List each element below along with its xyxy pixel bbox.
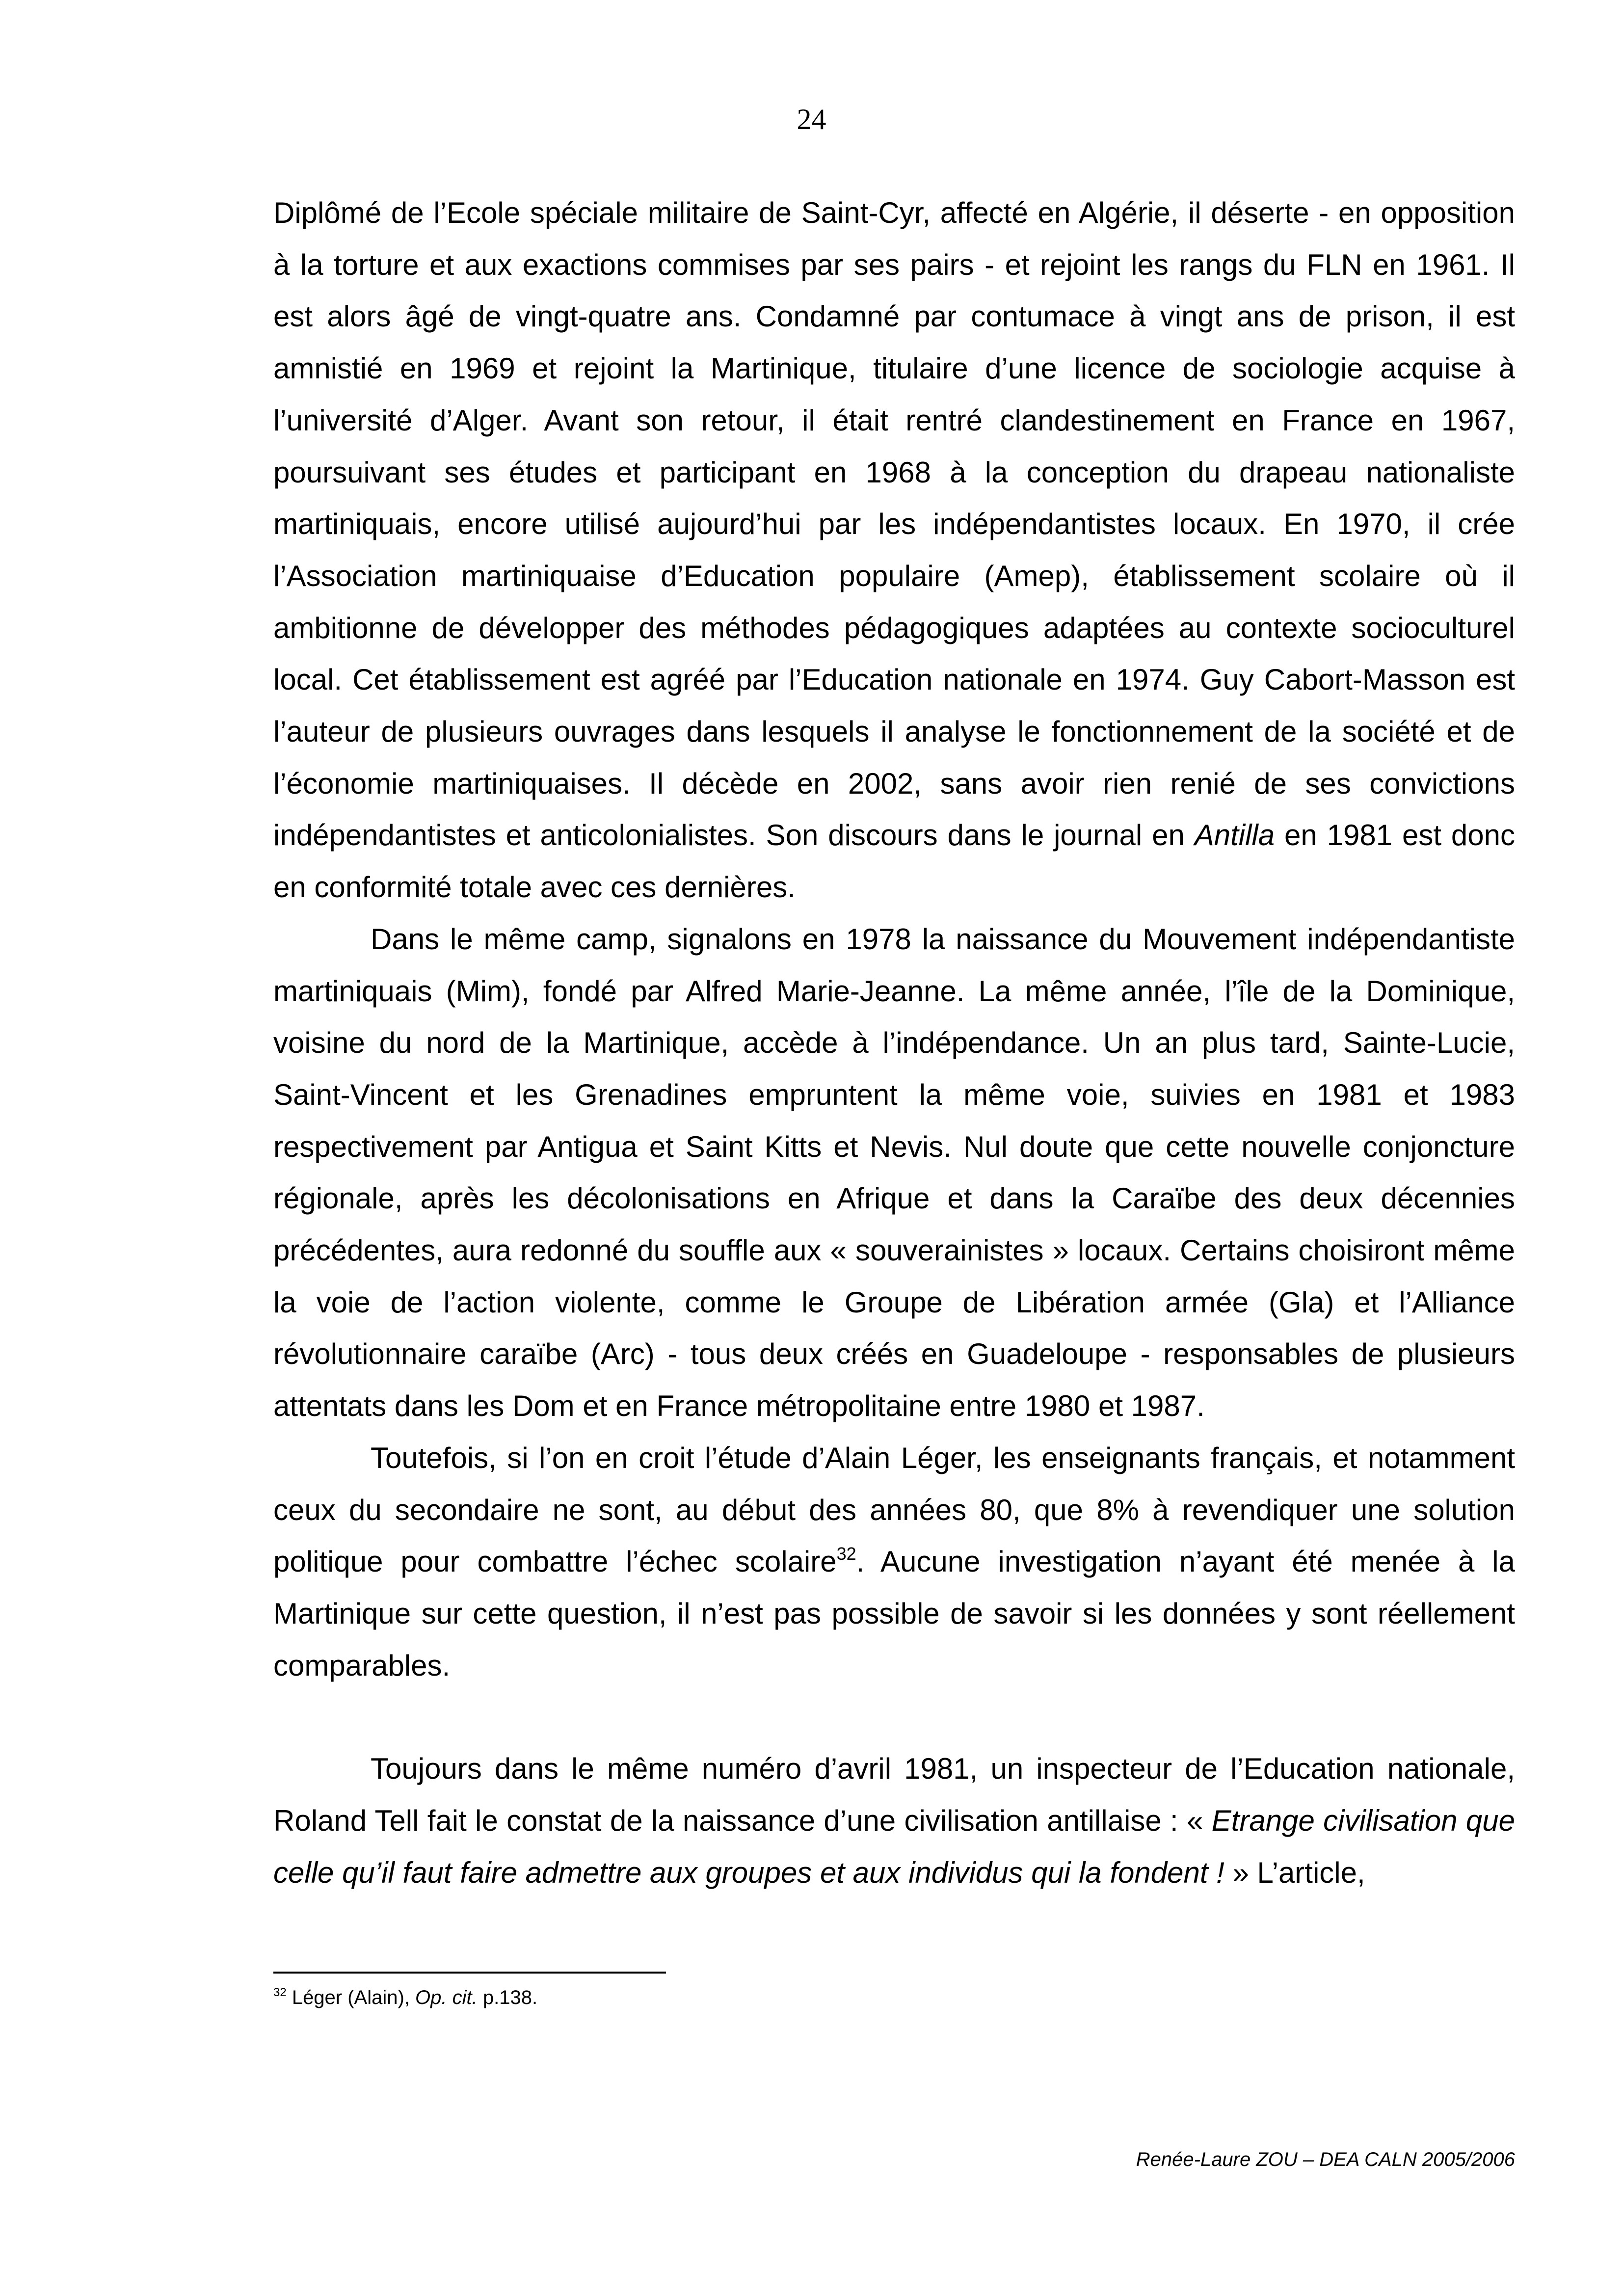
paragraph-text: Toutefois, si l’on en croit l’étude d’Alain Léger, les enseignants français, et notamment ceux du secondaire ne sont, au début des années 80, que 8% à revendiquer une solution politique pour combattre l’échec scolaire — [273, 1441, 1515, 1578]
journal-title: Antilla — [1194, 819, 1275, 852]
paragraph-text: Toujours dans le même numéro d’avril 1981, un inspecteur de l’Education nationale, Roland Tell fait le constat de la naissance d’une civilisation antillaise : « — [273, 1752, 1515, 1838]
paragraph-saint-cyr — [273, 187, 1515, 913]
footnote-reference[interactable]: 32 — [836, 1544, 856, 1564]
footnote-page: p.138. — [477, 1987, 538, 2008]
paragraph-leger — [273, 1432, 1515, 1692]
paragraph-text: Dans le même camp, signalons en 1978 la naissance du Mouvement indépendantiste martiniquais (Mim), fondé par Alfred Marie-Jeanne. La même année, l’île de la Dominique, voisine du nord de la Martinique, accède à l’indépendance. Un an plus tard, Sainte-Lucie, Saint-Vincent et les Grenadines empruntent la même voie, suivies en 1981 et 1983 respectivement par Antigua et Saint Kitts et Nevis. Nul doute que cette nouvelle conjoncture régionale, après les décolonisations en Afrique et dans la Caraïbe des deux décennies précédentes, aura redonné du souffle aux « souverainistes » locaux. Certains choisiront même la voie de l’action violente, comme le Groupe de Libération armée (Gla) et l’Alliance révolutionnaire caraïbe (Arc) - tous deux créés en Guadeloupe - responsables de plusieurs attentats dans les Dom et en France métropolitaine entre 1980 et 1987. — [273, 922, 1515, 1423]
footnote-separator — [273, 1972, 666, 1974]
paragraph-text: » L’article, — [1224, 1856, 1365, 1889]
paragraph-text: Diplômé de l’Ecole spéciale militaire de Saint-Cyr, affecté en Algérie, il déserte - en opposition à la torture et aux exactions commises par ses pairs - et rejoint les rangs du FLN en 1961. Il est alors âgé de vingt-quatre ans. Condamné par contumace à vingt ans de prison, il est amnistié en 1969 et rejoint la Martinique, titulaire d’une licence de sociologie acquise à l’université d’Alger. Avant son retour, il était rentré clandestinement en France en 1967, poursuivant ses études et participant en 1968 à la conception du drapeau nationaliste martiniquais, encore utilisé aujourd’hui par les indépendantistes locaux. En 1970, il crée l’Association martiniquaise d’Education populaire (Amep), établissement scolaire où il ambitionne de développer des méthodes pédagogiques adaptées au contexte socioculturel local. Cet établissement est agréé par l’Education nationale en 1974. Guy Cabort-Masson est l’auteur de plusieurs ouvrages dans lesquels il analyse le fonctionnement de la société et de l’économie martiniquaises. Il décède en 2002, sans avoir rien renié de ses convictions indépendantistes et anticolonialistes. Son discours dans le journal en — [273, 196, 1515, 852]
paragraph-mim — [273, 913, 1515, 1432]
footnote-32 — [273, 1984, 1515, 2011]
quotation: Etrange civilisation que celle qu’il faut faire admettre aux groupes et aux individus qui la fondent ! — [273, 1804, 1515, 1889]
running-footer: Renée-Laure ZOU – DEA CALN 2005/2006 — [1136, 2149, 1515, 2170]
paragraph-text: . Aucune investigation n’ayant été menée à la Martinique sur cette question, il n’est pas possible de savoir si les données y sont réellement comparables. — [273, 1545, 1516, 1682]
footnote-citation: Op. cit. — [415, 1987, 478, 2008]
paragraph-text: en 1981 est donc en conformité totale avec ces dernières. — [273, 819, 1515, 904]
paragraph-roland-tell — [273, 1743, 1515, 1898]
page-number: 24 — [797, 103, 826, 135]
body-text — [273, 187, 1515, 1899]
footnote-number: 32 — [273, 1986, 287, 1999]
footnote-author: Léger (Alain), — [286, 1987, 416, 2008]
